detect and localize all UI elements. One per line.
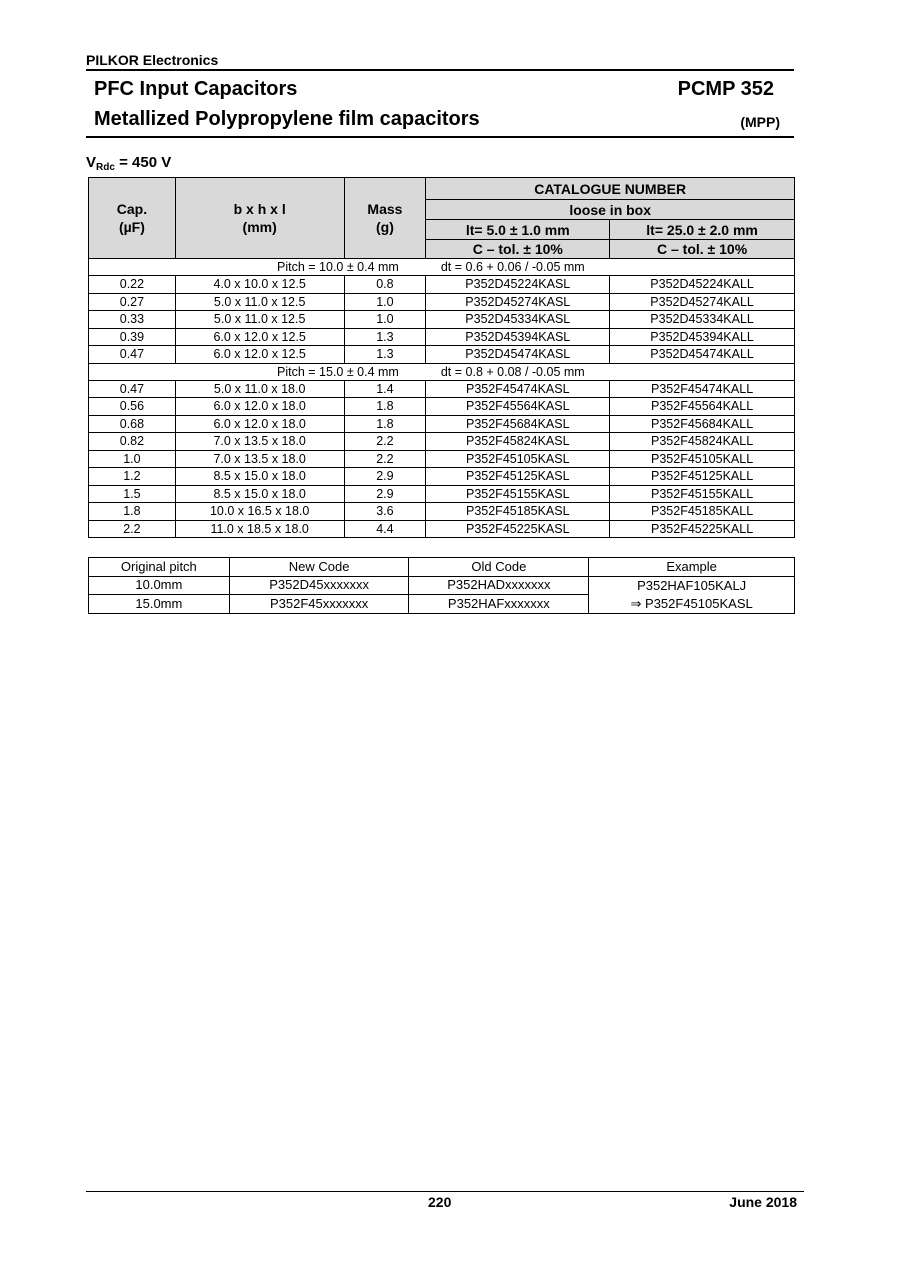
dimensions: 6.0 x 12.0 x 18.0 [175, 398, 344, 416]
catalogue-number-short-lead: P352D45474KASL [426, 346, 610, 364]
table-row [89, 398, 795, 416]
catalogue-number-long-lead: P352D45334KALL [610, 311, 795, 329]
dimensions: 7.0 x 13.5 x 18.0 [175, 433, 344, 451]
table-row [89, 485, 795, 503]
mass: 1.3 [344, 328, 426, 346]
dimensions: 11.0 x 18.5 x 18.0 [175, 520, 344, 538]
catalogue-number-long-lead: P352F45564KALL [610, 398, 795, 416]
pitch-row [89, 363, 795, 380]
cap-value: 0.56 [89, 398, 176, 416]
table-row [89, 311, 795, 329]
pitch-spec [89, 259, 795, 276]
cap-header: Cap. (µF) [89, 178, 176, 259]
dimensions: 4.0 x 10.0 x 12.5 [175, 276, 344, 294]
catalogue-number-short-lead: P352D45334KASL [426, 311, 610, 329]
mass: 4.4 [344, 520, 426, 538]
pitch-value: Pitch = 15.0 ± 0.4 mm [277, 364, 399, 379]
mass: 1.0 [344, 293, 426, 311]
example-new-code: ⇒ P352F45105KASL [630, 595, 753, 611]
lead-length-long-header: lt= 25.0 ± 2.0 mm [610, 220, 795, 240]
table-row [89, 380, 795, 398]
lead-length-short-header: lt= 5.0 ± 1.0 mm [426, 220, 610, 240]
table-row [89, 276, 795, 294]
packing-header: loose in box [426, 200, 795, 220]
mass: 1.8 [344, 415, 426, 433]
mass: 2.9 [344, 485, 426, 503]
dims-header: b x h x l (mm) [175, 178, 344, 259]
cap-value: 0.22 [89, 276, 176, 294]
catalogue-number-short-lead: P352D45224KASL [426, 276, 610, 294]
dimensions: 6.0 x 12.0 x 12.5 [175, 328, 344, 346]
table-row [89, 328, 795, 346]
catalogue-number-short-lead: P352F45474KASL [426, 380, 610, 398]
code-old: P352HAFxxxxxxx [409, 595, 589, 614]
tolerance-header: C – tol. ± 10% [610, 240, 795, 259]
lead-diameter: dt = 0.8 + 0.08 / -0.05 mm [440, 364, 585, 379]
pitch-spec [89, 363, 795, 380]
catalogue-number-long-lead: P352F45105KALL [610, 450, 795, 468]
catalogue-number-long-lead: P352F45125KALL [610, 468, 795, 486]
dimensions: 5.0 x 11.0 x 18.0 [175, 380, 344, 398]
catalogue-number-long-lead: P352D45474KALL [610, 346, 795, 364]
code-header-example: Example [589, 558, 795, 577]
cap-value: 0.68 [89, 415, 176, 433]
pitch-row [89, 259, 795, 276]
catalogue-number-long-lead: P352D45274KALL [610, 293, 795, 311]
catalogue-number-short-lead: P352F45225KASL [426, 520, 610, 538]
catalogue-header: CATALOGUE NUMBER [426, 178, 795, 200]
series-name: PCMP 352 [677, 78, 774, 100]
code-new: P352D45xxxxxxx [229, 576, 409, 595]
table-row [89, 450, 795, 468]
catalogue-number-short-lead: P352F45684KASL [426, 415, 610, 433]
voltage-symbol: V [86, 154, 97, 171]
table-row [89, 468, 795, 486]
cap-value: 1.8 [89, 503, 176, 521]
catalogue-number-short-lead: P352D45394KASL [426, 328, 610, 346]
mass: 1.4 [344, 380, 426, 398]
pitch-value: Pitch = 10.0 ± 0.4 mm [277, 260, 399, 274]
table-row [89, 293, 795, 311]
mass: 1.8 [344, 398, 426, 416]
voltage-value: = 450 V [119, 154, 172, 171]
mass-header: Mass (g) [344, 178, 426, 259]
mass: 0.8 [344, 276, 426, 294]
catalogue-number-short-lead: P352F45564KASL [426, 398, 610, 416]
catalogue-number-short-lead: P352F45824KASL [426, 433, 610, 451]
dimensions: 5.0 x 11.0 x 12.5 [175, 293, 344, 311]
mass: 2.9 [344, 468, 426, 486]
code-pitch: 10.0mm [89, 576, 230, 595]
dimensions: 10.0 x 16.5 x 18.0 [175, 503, 344, 521]
company-name: PILKOR Electronics [86, 52, 219, 68]
lead-diameter: dt = 0.6 + 0.06 / -0.05 mm [440, 260, 585, 274]
cap-value: 1.0 [89, 450, 176, 468]
mass: 1.0 [344, 311, 426, 329]
code-conversion-table [88, 557, 795, 614]
cap-value: 0.33 [89, 311, 176, 329]
voltage-subscript: Rdc [96, 162, 115, 173]
mass: 2.2 [344, 433, 426, 451]
table-row [89, 346, 795, 364]
table-row [89, 433, 795, 451]
code-old: P352HADxxxxxxx [409, 576, 589, 595]
code-new: P352F45xxxxxxx [229, 595, 409, 614]
cap-value: 0.82 [89, 433, 176, 451]
example-old-code: P352HAF105KALJ [637, 577, 747, 593]
dimensions: 8.5 x 15.0 x 18.0 [175, 468, 344, 486]
mass: 2.2 [344, 450, 426, 468]
catalogue-number-short-lead: P352F45185KASL [426, 503, 610, 521]
table-row [89, 520, 795, 538]
cap-value: 1.5 [89, 485, 176, 503]
cap-value: 0.47 [89, 346, 176, 364]
code-header-pitch: Original pitch [89, 558, 230, 577]
catalogue-number-long-lead: P352D45394KALL [610, 328, 795, 346]
cap-value: 2.2 [89, 520, 176, 538]
catalogue-table [88, 177, 795, 538]
mass: 3.6 [344, 503, 426, 521]
cap-value: 0.39 [89, 328, 176, 346]
table-row [89, 503, 795, 521]
document-subtitle: Metallized Polypropylene film capacitors [94, 108, 480, 130]
catalogue-number-long-lead: P352F45225KALL [610, 520, 795, 538]
catalogue-number-long-lead: P352F45474KALL [610, 380, 795, 398]
capacitor-type: (MPP) [740, 114, 780, 130]
page-number: 220 [428, 1194, 452, 1210]
footer-rule [86, 1191, 804, 1192]
code-header-new: New Code [229, 558, 409, 577]
catalogue-number-short-lead: P352F45125KASL [426, 468, 610, 486]
cap-value: 1.2 [89, 468, 176, 486]
catalogue-number-short-lead: P352F45155KASL [426, 485, 610, 503]
code-pitch: 15.0mm [89, 595, 230, 614]
cap-value: 0.47 [89, 380, 176, 398]
cap-value: 0.27 [89, 293, 176, 311]
title-rule [86, 136, 794, 138]
mass: 1.3 [344, 346, 426, 364]
dimensions: 7.0 x 13.5 x 18.0 [175, 450, 344, 468]
catalogue-number-long-lead: P352F45824KALL [610, 433, 795, 451]
catalogue-number-long-lead: P352D45224KALL [610, 276, 795, 294]
catalogue-number-short-lead: P352F45105KASL [426, 450, 610, 468]
rated-voltage [86, 154, 171, 173]
catalogue-number-long-lead: P352F45185KALL [610, 503, 795, 521]
catalogue-number-long-lead: P352F45155KALL [610, 485, 795, 503]
catalogue-number-short-lead: P352D45274KASL [426, 293, 610, 311]
document-title: PFC Input Capacitors [94, 78, 298, 100]
code-example [589, 576, 795, 613]
dimensions: 6.0 x 12.0 x 18.0 [175, 415, 344, 433]
dimensions: 8.5 x 15.0 x 18.0 [175, 485, 344, 503]
header-rule [86, 69, 794, 71]
table-row [89, 415, 795, 433]
dimensions: 5.0 x 11.0 x 12.5 [175, 311, 344, 329]
code-header-old: Old Code [409, 558, 589, 577]
dimensions: 6.0 x 12.0 x 12.5 [175, 346, 344, 364]
catalogue-number-long-lead: P352F45684KALL [610, 415, 795, 433]
publication-date: June 2018 [729, 1194, 797, 1210]
tolerance-header: C – tol. ± 10% [426, 240, 610, 259]
